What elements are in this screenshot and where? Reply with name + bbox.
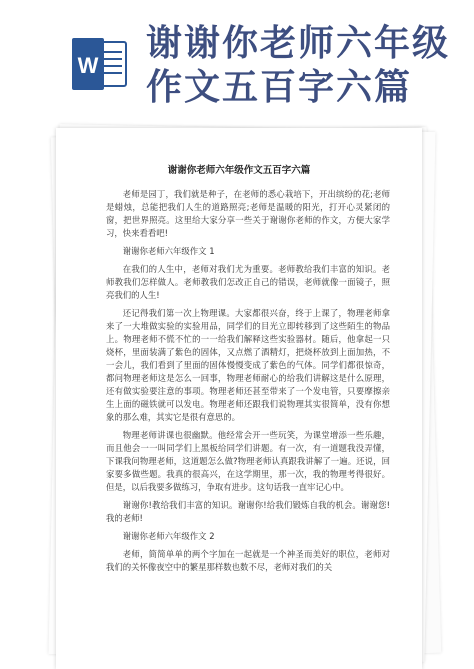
- document-title: 谢谢你老师六年级作文五百字六篇: [167, 165, 311, 176]
- banner-title-line2: 作文五百字六篇: [146, 67, 413, 108]
- paragraph: 物理老师讲课也很幽默。他经常会开一些玩笑，为课堂增添一些乐趣，而且他会一一叫同学们上黑板给同学们讲题。有一次，有一道题我没弄懂，下课我问物理老师，这道题怎么做?物理老师认真跟我讲解了一遍。还说，回家要多做些题。我真的很高兴，在这学期里，那一次，我的物理考得很好。但是，以后我要多做练习，争取有进步。这句话我一直牢记心中。: [106, 430, 390, 492]
- paragraph: 还记得我们第一次上物理课。大家都很兴奋，终于上课了，物理老师拿来了一大堆做实验的实验用品，同学们的目光立即转移到了这些陌生的物品上。物理老师不慌不忙的一一给我们解释这些实验器材。随后，他拿起一只烧杯，里面装满了紫色的固体，又点燃了酒精灯，把烧杯放到上面加热，不一会儿，我们看到了里面的固体慢慢变成了紫色的气体。同学们都很惊奇，都问物理老师这是怎么一回事，物理老师耐心的给我们讲解这是什么原理，还有做实验要注意的事项。物理老师还甚至带来了一个发电管，只要摩擦亲生上面的磁铁就可以发电。物理老师还跟我们说物理其实很简单，没有你想象的那么难，其实它是很有意思的。: [106, 308, 390, 422]
- document-page: [56, 128, 422, 669]
- banner-title-line1: 谢谢你老师六年级: [146, 23, 451, 64]
- paragraph: 谢谢你!教给我们丰富的知识。谢谢你!给我们锻炼自我的机会。谢谢您!我的老师!: [106, 500, 390, 523]
- paragraph-intro: 老师是园丁，我们就是种子，在老师的悉心栽培下，开出缤纷的花;老师是蜡烛，总能把我们人生的道路照亮;老师是温暖的阳光，打开心灵紧闭的窗，把世界照亮。这里给大家分享一些关于谢谢你老师的作文，方便大家学习，快来看看吧!: [106, 189, 390, 238]
- svg-text:W: W: [77, 53, 99, 78]
- paragraph: 在我们的人生中，老师对我们尤为重要。老师教给我们丰富的知识。老师教我们怎样做人。老师教我们怎改正自己的错误，老师就像一面镜子，照亮我们的人生!: [106, 264, 390, 300]
- section-heading: 谢谢你老师六年级作文 2: [122, 531, 215, 541]
- section-heading: 谢谢你老师六年级作文 1: [122, 246, 215, 256]
- document-body: [106, 188, 390, 579]
- banner: [0, 0, 474, 118]
- paragraph: 老师，简简单单的两个字加在一起就是一个神圣而美好的职位，老师对我们的关怀像夜空中的繁星那样数也数不尽，老师对我们的关: [106, 549, 390, 572]
- word-doc-icon: [70, 36, 130, 92]
